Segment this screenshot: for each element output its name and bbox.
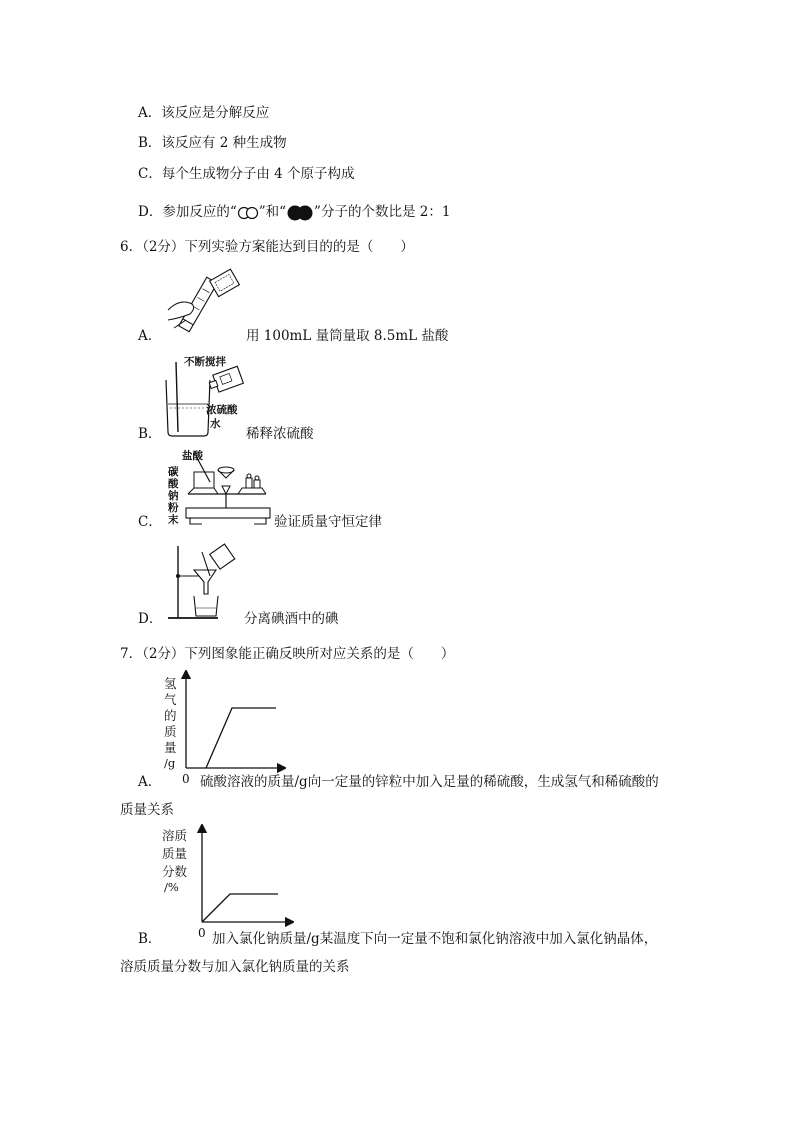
measuring-cylinder-pouring-figure [166, 268, 246, 340]
q5-option-d [138, 203, 450, 222]
q7a-curve [206, 708, 276, 768]
q7-chart-a-svg [160, 670, 286, 788]
q7b-ylabel-2: 质量 [162, 846, 188, 861]
q6-option-a-letter: A． [138, 328, 162, 344]
q7a-ylabel-1: 氢 [164, 676, 177, 691]
q7a-ylabel-3: 的 [164, 708, 177, 723]
q6-option-c-text: 验证质量守恒定律 [274, 514, 382, 530]
balance-figure [166, 448, 274, 528]
label-sodium-carbonate-2: 酸 [168, 478, 179, 490]
q7a-ylabel-5: 量 [164, 740, 177, 755]
q7b-ylabel-1: 溶质 [162, 828, 188, 843]
label-sodium-carbonate-5: 末 [168, 514, 179, 526]
q7-chart-b [160, 824, 294, 944]
label-sodium-carbonate-4: 粉 [168, 502, 179, 514]
q7a-ylabel-4: 质 [164, 724, 177, 739]
label-stir: 不断搅拌 [184, 356, 226, 368]
molecule-two-white-atoms-icon [237, 206, 259, 220]
q5-option-a: A．该反应是分解反应 [138, 105, 270, 121]
q7b-ylabel-3: 分数 [162, 864, 188, 879]
filtration-stand-figure [164, 542, 244, 624]
q5-option-d-mid: ”和“ [258, 204, 287, 220]
q7-option-a-letter: A． [138, 774, 162, 790]
q7-option-a-text-1: 硫酸溶液的质量/g向一定量的锌粒中加入足量的稀硫酸，生成氢气和稀硫酸的 [200, 774, 659, 790]
q5-option-c: C．每个生成物分子由 4 个原子构成 [138, 166, 355, 182]
q5-option-d-suffix: ”分子的个数比是 2：1 [314, 204, 451, 220]
q7-option-b-text-2: 溶质质量分数与加入氯化钠质量的关系 [120, 959, 350, 975]
q7a-ylabel-6: /g [164, 756, 176, 770]
label-water: 水 [210, 418, 221, 430]
q7b-origin: 0 [198, 926, 206, 940]
q7-stem: 7．（2分）下列图象能正确反映所对应关系的是（ ） [120, 646, 455, 662]
q6-option-a-text: 用 100mL 量筒量取 8.5mL 盐酸 [246, 328, 449, 344]
label-conc-sulfuric-acid: 浓硫酸 [206, 404, 238, 416]
q6-option-d-letter: D． [138, 611, 163, 627]
q7a-ylabel-2: 气 [164, 692, 177, 707]
q7b-ylabel-4: /% [164, 880, 179, 894]
q6-option-c-letter: C． [138, 514, 162, 530]
molecule-two-black-atoms-icon [286, 204, 314, 222]
q6-option-b-letter: B． [138, 426, 162, 442]
q7-option-b-text-1: 加入氯化钠质量/g某温度下向一定量不饱和氯化钠溶液中加入氯化钠晶体， [212, 931, 658, 947]
label-sodium-carbonate-3: 钠 [168, 490, 179, 502]
q5-option-b: B．该反应有 2 种生成物 [138, 135, 287, 151]
q7-chart-a [160, 670, 286, 788]
q6-option-b-text: 稀释浓硫酸 [246, 426, 314, 442]
q7-option-a-text-2: 质量关系 [120, 802, 174, 818]
label-sodium-carbonate-1: 碳 [168, 466, 179, 478]
q7a-origin: 0 [182, 772, 190, 786]
label-hydrochloric-acid: 盐酸 [182, 450, 203, 462]
q6-option-d-text: 分离碘酒中的碘 [244, 611, 339, 627]
q7b-curve [202, 894, 278, 922]
q5-option-d-prefix: D．参加反应的“ [138, 204, 237, 220]
dilute-acid-figure [162, 352, 246, 440]
q6-stem: 6．（2分）下列实验方案能达到目的的是（ ） [120, 239, 414, 255]
q7-option-b-letter: B． [138, 931, 162, 947]
